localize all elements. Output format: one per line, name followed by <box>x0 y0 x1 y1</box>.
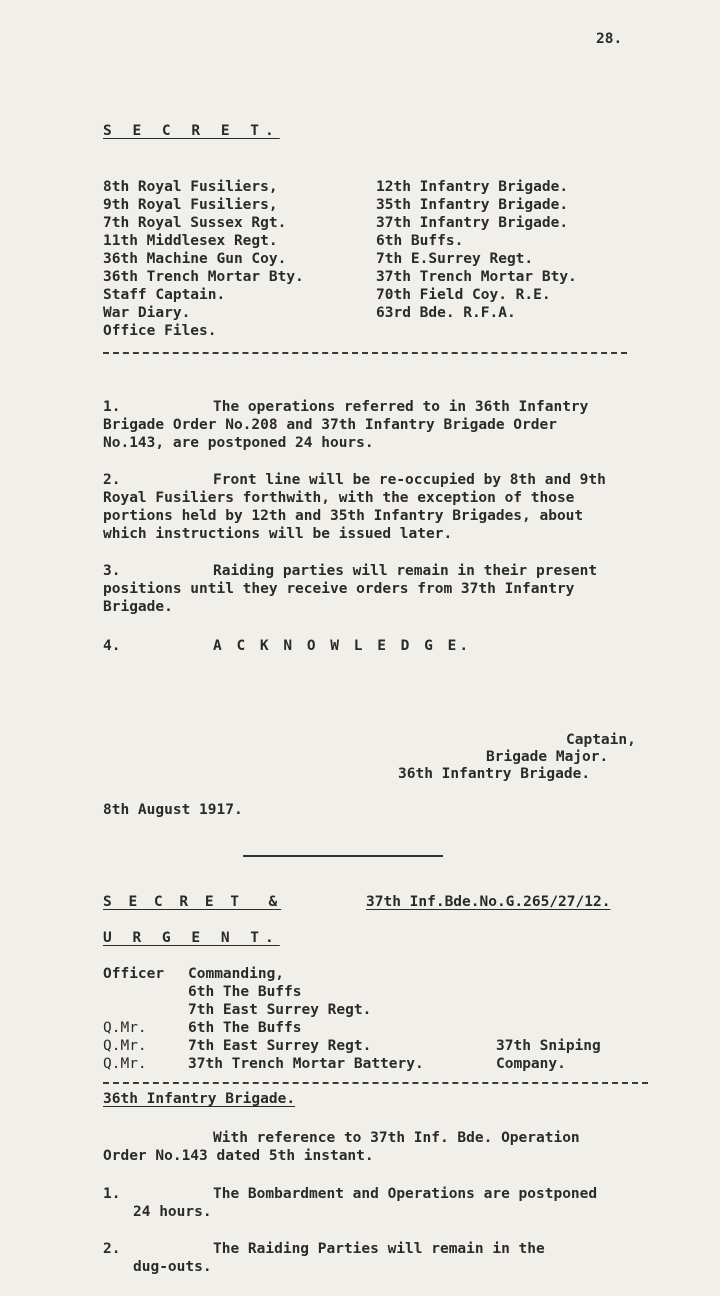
paragraph-number: 3. <box>103 563 121 579</box>
distribution-left-item: 8th Royal Fusiliers, <box>103 179 278 195</box>
paragraph-line: which instructions will be issued later. <box>103 526 453 542</box>
secret-heading: S E C R E T. <box>103 123 280 139</box>
distribution-left-item: 7th Royal Sussex Rgt. <box>103 215 287 231</box>
paragraph-number: 2. <box>103 472 121 488</box>
paragraph-line: dug-outs. <box>133 1259 212 1275</box>
paragraph-line: Raiding parties will remain in their present <box>213 563 598 579</box>
addressee-extra: 37th Sniping <box>496 1038 601 1054</box>
urgent-heading: U R G E N T. <box>103 930 280 946</box>
distribution-left-item: Office Files. <box>103 323 217 339</box>
distribution-left-item: 36th Machine Gun Coy. <box>103 251 287 267</box>
distribution-left-item: War Diary. <box>103 305 191 321</box>
distribution-right-item: 37th Infantry Brigade. <box>376 215 569 231</box>
reference-number: 37th Inf.Bde.No.G.265/27/12. <box>366 894 611 910</box>
addressee-text: 7th East Surrey Regt. <box>188 1002 372 1018</box>
addressee-text: 6th The Buffs <box>188 984 302 1000</box>
paragraph-line: The Raiding Parties will remain in the <box>213 1241 545 1257</box>
document-date: 8th August 1917. <box>103 802 243 818</box>
signature-rank: Captain, <box>566 732 636 748</box>
distribution-left-item: Staff Captain. <box>103 287 226 303</box>
paragraph-line: No.143, are postponed 24 hours. <box>103 435 374 451</box>
addressee-prefix: Q.Mr. <box>103 1020 147 1036</box>
paragraph-line: The operations referred to in 36th Infantry <box>213 399 589 415</box>
paragraph-number: 2. <box>103 1241 121 1257</box>
distribution-right-item: 63rd Bde. R.F.A. <box>376 305 516 321</box>
divider-line <box>103 1082 648 1084</box>
distribution-left-item: 36th Trench Mortar Bty. <box>103 269 304 285</box>
distribution-right-item: 70th Field Coy. R.E. <box>376 287 551 303</box>
addressee-text: 6th The Buffs <box>188 1020 302 1036</box>
paragraph-number: 4. <box>103 638 121 654</box>
signature-unit: 36th Infantry Brigade. <box>398 766 591 782</box>
paragraph-line: Royal Fusiliers forthwith, with the exception of those <box>103 490 575 506</box>
addressee-prefix: Officer <box>103 966 165 982</box>
signature-title: Brigade Major. <box>486 749 609 765</box>
distribution-right-item: 12th Infantry Brigade. <box>376 179 569 195</box>
addressee-text: Commanding, <box>188 966 285 982</box>
divider-line <box>103 352 627 354</box>
paragraph-line: The Bombardment and Operations are postponed <box>213 1186 598 1202</box>
acknowledge-text: A C K N O W L E D G E. <box>213 638 472 654</box>
paragraph-line: Front line will be re-occupied by 8th and 9th <box>213 472 606 488</box>
distribution-right-item: 35th Infantry Brigade. <box>376 197 569 213</box>
section-separator <box>243 855 443 857</box>
page-number: 28. <box>596 31 623 47</box>
addressee-prefix: Q.Mr. <box>103 1056 147 1072</box>
paragraph-line: Brigade. <box>103 599 173 615</box>
distribution-left-item: 9th Royal Fusiliers, <box>103 197 278 213</box>
from-unit: 36th Infantry Brigade. <box>103 1091 296 1107</box>
distribution-left-item: 11th Middlesex Regt. <box>103 233 278 249</box>
addressee-text: 7th East Surrey Regt. <box>188 1038 372 1054</box>
secret-urgent-heading: S E C R E T & <box>103 894 282 910</box>
addressee-prefix: Q.Mr. <box>103 1038 147 1054</box>
paragraph-number: 1. <box>103 1186 121 1202</box>
distribution-right-item: 37th Trench Mortar Bty. <box>376 269 577 285</box>
addressee-text: 37th Trench Mortar Battery. <box>188 1056 424 1072</box>
addressee-extra: Company. <box>496 1056 566 1072</box>
intro-line: Order No.143 dated 5th instant. <box>103 1148 374 1164</box>
distribution-right-item: 6th Buffs. <box>376 233 464 249</box>
intro-line: With reference to 37th Inf. Bde. Operation <box>213 1130 580 1146</box>
paragraph-number: 1. <box>103 399 121 415</box>
paragraph-line: positions until they receive orders from 37th Infantry <box>103 581 575 597</box>
paragraph-line: portions held by 12th and 35th Infantry Brigades, about <box>103 508 584 524</box>
paragraph-line: Brigade Order No.208 and 37th Infantry Brigade Order <box>103 417 557 433</box>
paragraph-line: 24 hours. <box>133 1204 212 1220</box>
distribution-right-item: 7th E.Surrey Regt. <box>376 251 534 267</box>
